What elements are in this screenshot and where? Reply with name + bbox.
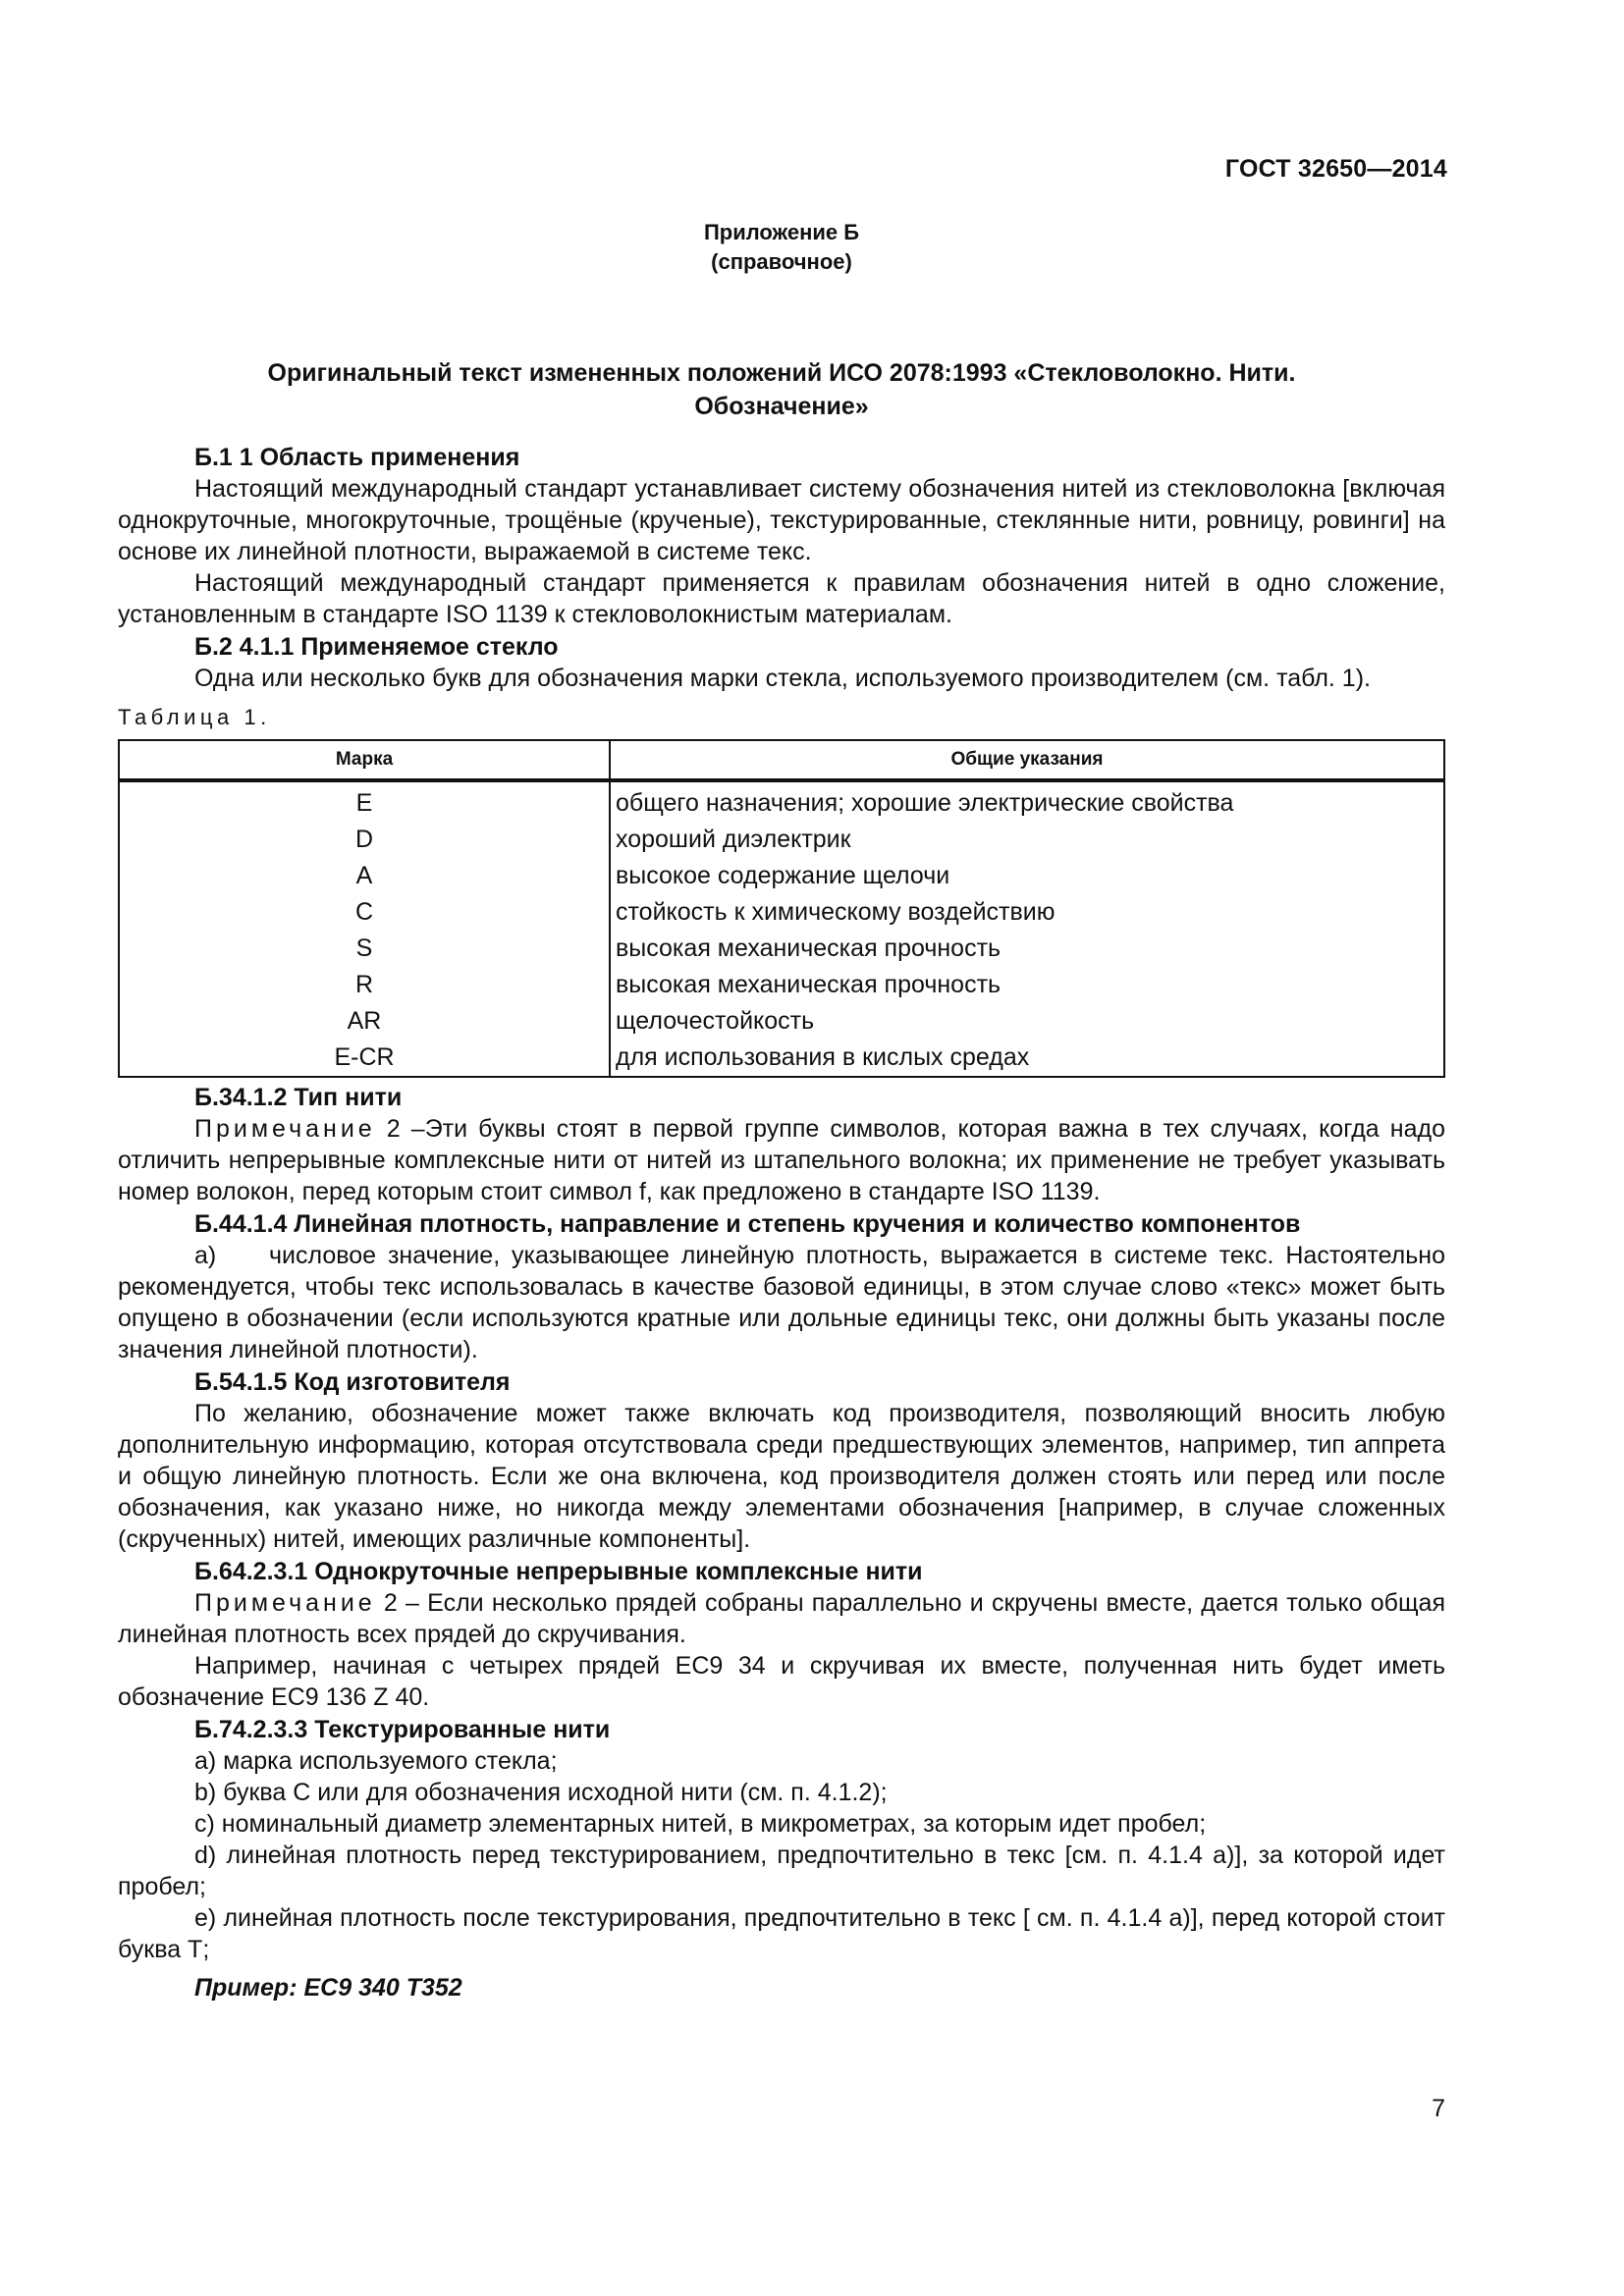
example-text: Пример: EC9 340 T352	[194, 1974, 462, 2002]
section-b5-paragraph-1: По желанию, обозначение может также включать код производителя, позволяющий вносить любую дополнительную информацию, которая отсутствовала среди предшествующих элементов, например, тип аппрета и общую линейную плотность. Если же она включена, код производителя должен стоять или перед или после обозначения, как указано ниже, но никогда между элементами обозначения [например, в случае сложенных (скрученных) нитей, имеющих различные компоненты].	[118, 1400, 1445, 1553]
table-cell-mark: S	[119, 931, 610, 967]
list-item: а) марка используемого стекла;	[194, 1747, 558, 1775]
document-code: ГОСТ 32650—2014	[1224, 155, 1447, 183]
section-b6-paragraph-2: Например, начиная с четырех прядей EC9 34 и скручивая их вместе, полученная нить будет иметь обозначение EC9 136 Z 40.	[118, 1652, 1445, 1711]
table-row	[119, 931, 1444, 967]
table-header-mark: Марка	[119, 740, 610, 780]
table-row	[119, 780, 1444, 822]
section-b3-title: Б.34.1.2 Тип нити	[194, 1084, 403, 1111]
section-b5-title: Б.54.1.5 Код изготовителя	[194, 1368, 511, 1396]
section-b6-note	[118, 1587, 1445, 1650]
annex-header	[118, 218, 1445, 277]
item-label: а)	[194, 1242, 217, 1269]
table-caption: Таблица 1.	[118, 705, 271, 729]
section-b4-item-a	[118, 1240, 1445, 1365]
annex-title: Приложение Б	[703, 220, 860, 244]
table-cell-mark: E-CR	[119, 1040, 610, 1077]
table-cell-mark: A	[119, 858, 610, 894]
section-b2-title: Б.2 4.1.1 Применяемое стекло	[194, 633, 559, 661]
table-cell-mark: R	[119, 967, 610, 1003]
section-b3-note	[118, 1113, 1445, 1207]
table-cell-note: общего назначения; хорошие электрические свойства	[616, 789, 1234, 817]
page-number: 7	[1432, 2095, 1445, 2122]
section-b7-title: Б.74.2.3.3 Текстурированные нити	[194, 1716, 611, 1743]
table-cell-mark: C	[119, 894, 610, 931]
note-text: 2 – Если несколько прядей собраны параллельно и скручены вместе, дается только общая линейная плотность всех прядей до скручивания.	[118, 1589, 1445, 1648]
document-heading	[118, 356, 1445, 423]
page-content	[118, 218, 1445, 2003]
table-row	[119, 894, 1444, 931]
table-cell-note: щелочестойкость	[616, 1007, 815, 1035]
list-item: е) линейная плотность после текстурирования, предпочтительно в текс [ см. п. 4.1.4 a)], перед которой стоит буква Т;	[118, 1904, 1445, 1963]
heading-line-2: Обозначение»	[694, 393, 869, 420]
table-cell-note: высокое содержание щелочи	[616, 862, 950, 889]
annex-subtitle: (справочное)	[711, 249, 852, 274]
table-row	[119, 822, 1444, 858]
note-text: 2 –Эти буквы стоят в первой группе символов, которая важна в тех случаях, когда надо отличить непрерывные комплексные нити от нитей из штапельного волокна; их применение не требует указывать номер волокон, перед которым стоит символ f, как предложено в стандарте ISO 1139.	[118, 1115, 1445, 1205]
table-cell-note: для использования в кислых средах	[616, 1043, 1030, 1071]
table-cell-note: высокая механическая прочность	[616, 934, 1001, 962]
note-label: Примечание	[194, 1115, 376, 1143]
table-cell-mark: D	[119, 822, 610, 858]
table-cell-note: высокая механическая прочность	[616, 971, 1001, 998]
section-b4-title: Б.44.1.4 Линейная плотность, направление и степень кручения и количество компонентов	[194, 1210, 1301, 1238]
table-row	[119, 858, 1444, 894]
table-cell-note: хороший диэлектрик	[616, 826, 851, 853]
section-b1-paragraph-1: Настоящий международный стандарт устанавливает систему обозначения нитей из стекловолокна [включая однокруточные, многокруточные, трощёные (крученые), текстурированные, стеклянные нити, ровницу, ровинги] на основе их линейной плотности, выражаемой в системе текс.	[118, 475, 1445, 565]
table-row	[119, 1040, 1444, 1077]
table-cell-mark: E	[119, 780, 610, 822]
table-cell-mark: AR	[119, 1003, 610, 1040]
table-header-notes: Общие указания	[610, 740, 1444, 780]
table-row	[119, 967, 1444, 1003]
heading-line-1: Оригинальный текст измененных положений ИСО 2078:1993 «Стекловолокно. Нити.	[267, 359, 1296, 387]
table-header-row	[119, 740, 1444, 780]
note-label: Примечание	[194, 1589, 376, 1617]
list-item: b) буква С или для обозначения исходной нити (см. п. 4.1.2);	[194, 1779, 888, 1806]
glass-grades-table	[118, 739, 1445, 1078]
item-text: числовое значение, указывающее линейную плотность, выражается в системе текс. Настоятельно рекомендуется, чтобы текс использовалась в качестве базовой единицы, в этом случае слово «текс» может быть опущено в обозначении (если используются кратные или дольные единицы текс, они должны быть указаны после значения линейной плотности).	[118, 1242, 1445, 1363]
table-cell-note: стойкость к химическому воздействию	[616, 898, 1056, 926]
list-item: с) номинальный диаметр элементарных нитей, в микрометрах, за которым идет пробел;	[194, 1810, 1207, 1838]
section-b6-title: Б.64.2.3.1 Однокруточные непрерывные комплексные нити	[194, 1558, 923, 1585]
section-b1-title: Б.1 1 Область применения	[194, 444, 520, 471]
section-b1-paragraph-2: Настоящий международный стандарт применяется к правилам обозначения нитей в одно сложение, установленным в стандарте ISO 1139 к стекловолокнистым материалам.	[118, 569, 1445, 628]
list-item: d) линейная плотность перед текстурированием, предпочтительно в текс [см. п. 4.1.4 a)], за которой идет пробел;	[118, 1842, 1445, 1900]
table-row	[119, 1003, 1444, 1040]
section-b2-paragraph-1: Одна или несколько букв для обозначения марки стекла, используемого производителем (см. табл. 1).	[194, 665, 1371, 692]
